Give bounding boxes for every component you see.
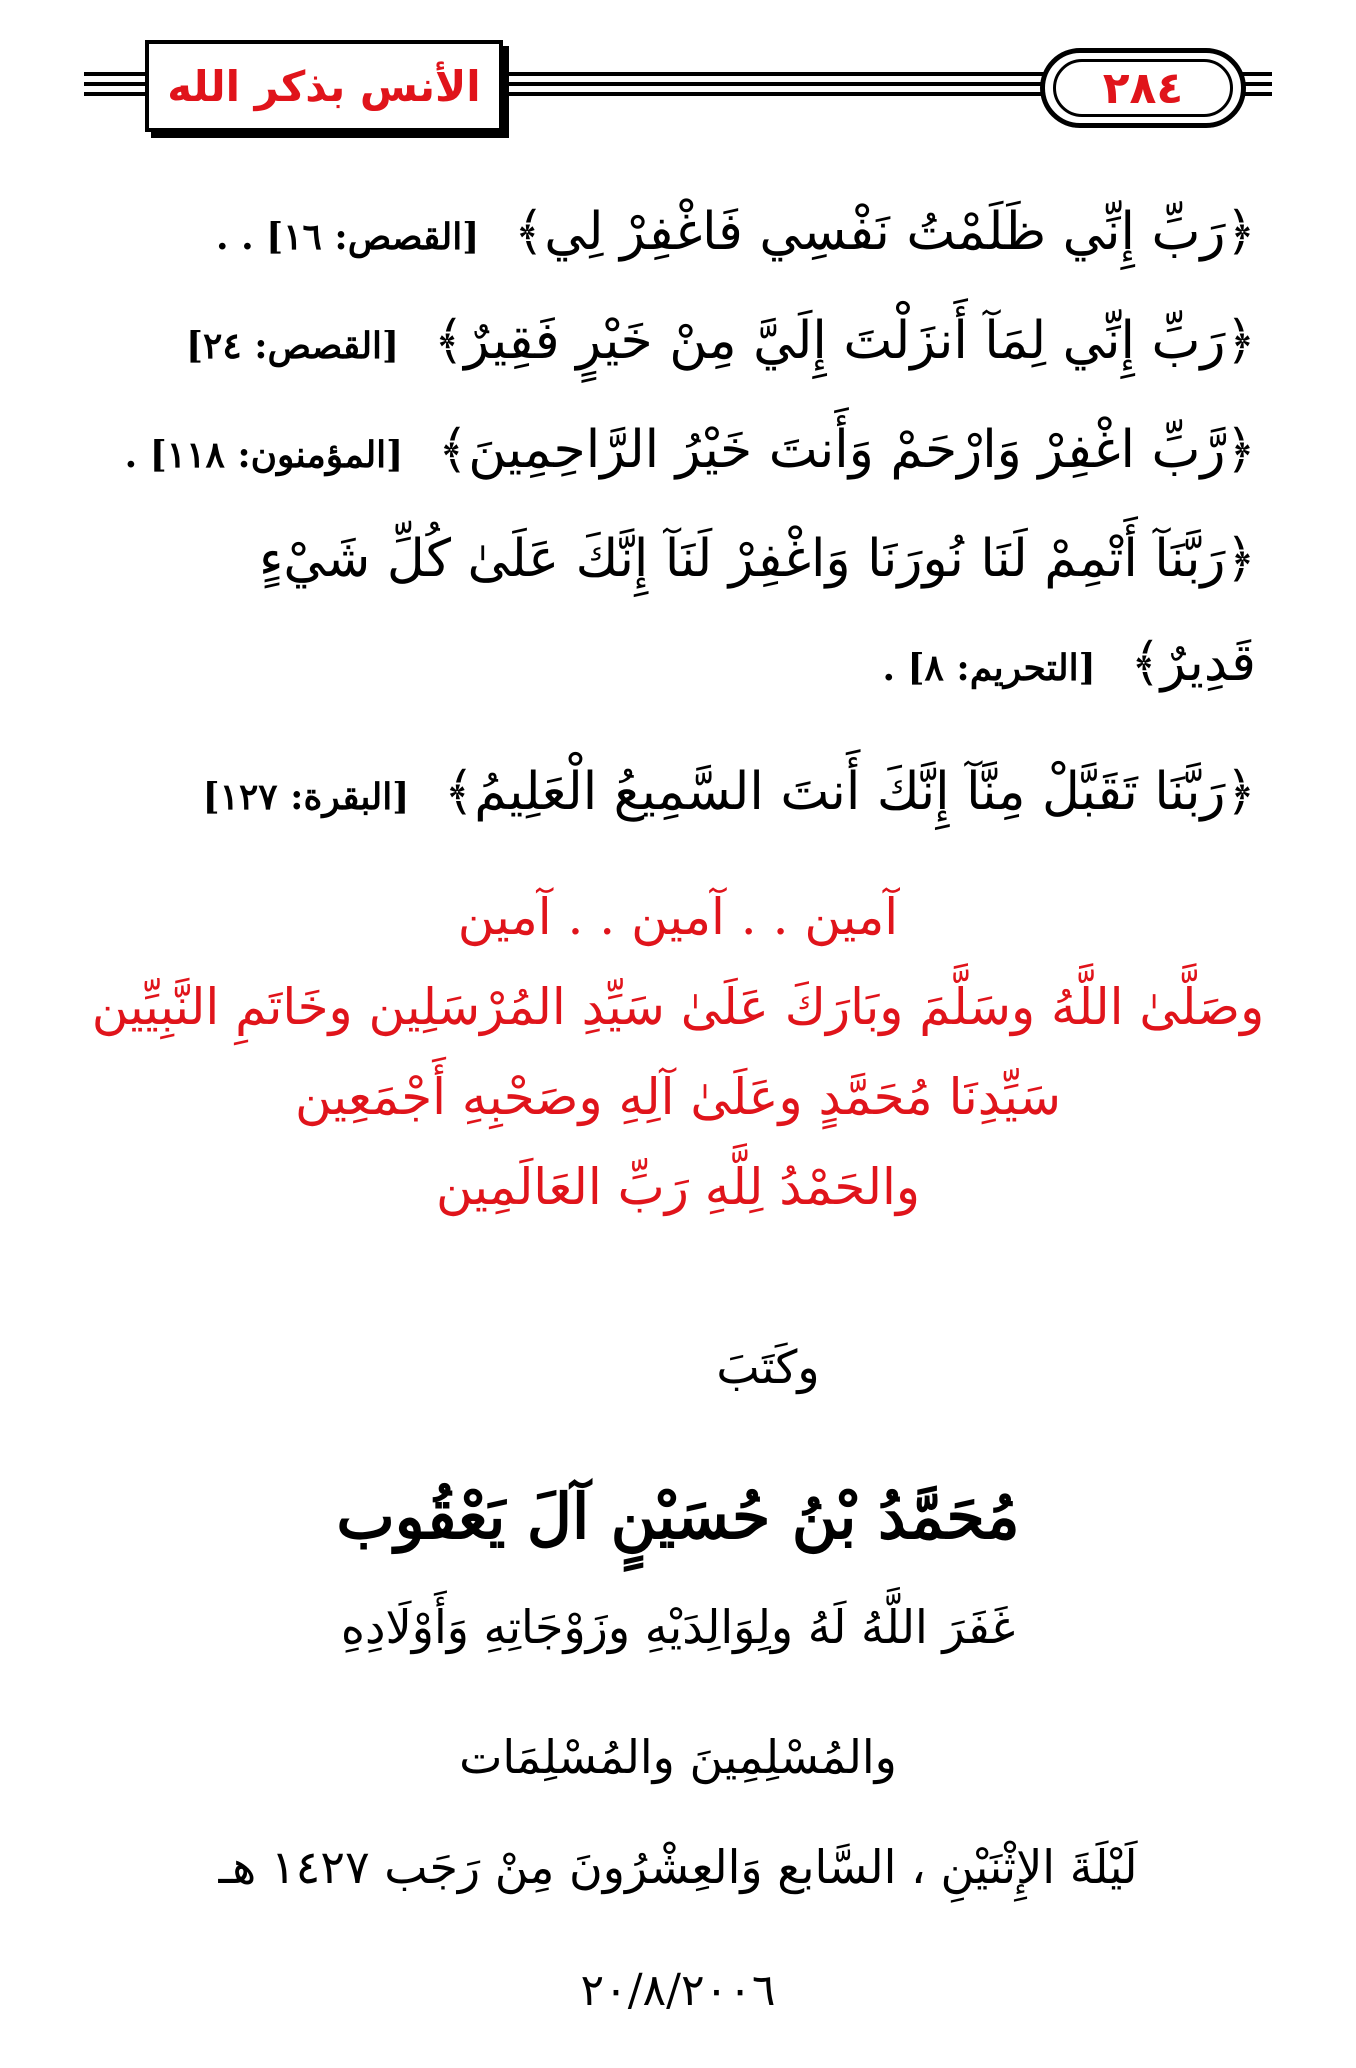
verse-text: قَدِيرٌ﴾	[1130, 633, 1256, 693]
verses-block	[80, 180, 1256, 720]
verse-text: ﴿رَبَّنَا تَقَبَّلْ مِنَّآ إِنَّكَ أَنتَ السَّمِيعُ الْعَلِيمُ﴾	[443, 762, 1256, 822]
verse-reference: [المؤمنون: ١١٨] .	[124, 434, 404, 476]
verse-line	[80, 611, 1256, 720]
verse-reference: [البقرة: ١٢٧]	[202, 776, 410, 818]
verse-line	[80, 180, 1256, 289]
verse-text: ﴿رَّبِّ اغْفِرْ وَارْحَمْ وَأَنتَ خَيْرُ الرَّاحِمِينَ﴾	[437, 420, 1256, 480]
page-number-badge	[1040, 48, 1246, 128]
page-number: ٢٨٤	[1102, 62, 1184, 114]
verse-line	[80, 507, 1256, 611]
verse-reference: [القصص: ٢٤]	[186, 325, 400, 367]
book-title: الأنس بذكر الله	[167, 61, 481, 111]
author-prayer: والمُسْلِمِينَ والمُسْلِمَات	[459, 1730, 897, 1784]
salawat-line: سَيِّدِنَا مُحَمَّدٍ وعَلَىٰ آلِهِ وصَحْبِهِ أَجْمَعِين	[295, 1068, 1061, 1126]
verse-line	[80, 740, 1256, 849]
author-name: مُحَمَّدُ بْنُ حُسَيْنٍ آلَ يَعْقُوب	[336, 1480, 1020, 1553]
praise-line: والحَمْدُ لِلَّهِ رَبِّ العَالَمِين	[436, 1158, 920, 1216]
page-header	[0, 0, 1356, 140]
closing-supplication	[0, 872, 1356, 1232]
verse-line	[80, 289, 1256, 398]
verse-line	[80, 398, 1256, 507]
verse-reference: [التحريم: ٨] .	[882, 647, 1096, 689]
verse-text: ﴿رَبَّنَآ أَتْمِمْ لَنَا نُورَنَا وَاغْفِرْ لَنَآ إِنَّكَ عَلَىٰ كُلِّ شَيْءٍ	[258, 529, 1256, 589]
verse-text: ﴿رَبِّ إِنِّي لِمَآ أَنزَلْتَ إِلَيَّ مِنْ خَيْرٍ فَقِيرٌ﴾	[433, 311, 1256, 371]
verse-text: ﴿رَبِّ إِنِّي ظَلَمْتُ نَفْسِي فَاغْفِرْ لِي﴾	[513, 202, 1256, 262]
verse-reference: [القصص: ١٦] . .	[216, 216, 480, 258]
hijri-date: لَيْلَةَ الإِثْنَيْنِ ، السَّابع وَالعِشْرُونَ مِنْ رَجَب ١٤٢٧ هـ	[218, 1840, 1138, 1894]
salawat-line: وصَلَّىٰ اللَّهُ وسَلَّمَ وبَارَكَ عَلَىٰ سَيِّدِ المُرْسَلِين وخَاتَمِ النَّبِيِّين	[91, 978, 1265, 1036]
gregorian-date: ٢٠/٨/٢٠٠٦	[580, 1965, 776, 2016]
wrote-label: وكَتَبَ	[716, 1340, 820, 1394]
amen-line: آمين . . آمين . . آمين	[457, 888, 899, 946]
author-prayer: غَفَرَ اللَّهُ لَهُ ولِوَالِدَيْهِ وزَوْجَاتِهِ وَأَوْلَادِهِ	[340, 1600, 1016, 1654]
book-title-box	[145, 40, 503, 132]
